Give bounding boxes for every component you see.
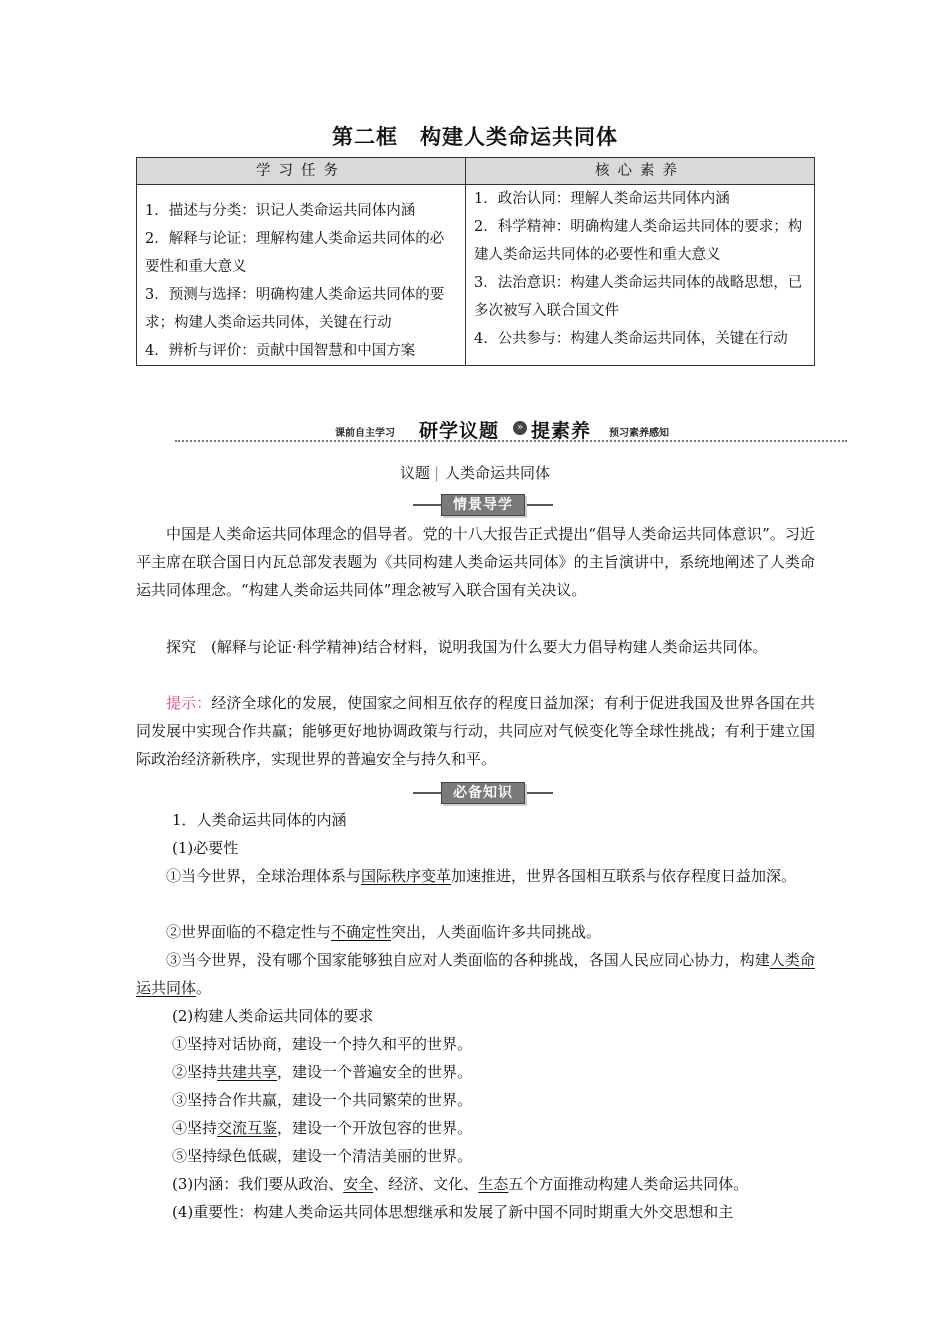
requirement-1: ①坚持对话协商，建设一个持久和平的世界。 [172,1035,473,1053]
text-span: ①当今世界，全球治理体系与 [166,867,362,885]
list-item: 4．公共参与：构建人类命运共同体，关键在行动 [474,331,788,347]
scene-tag-label: 情景导学 [441,494,525,516]
list-item: 4．辨析与评价：贡献中国智慧和中国方案 [145,343,416,359]
underlined-term: 人类命运共同体 [136,951,815,997]
underlined-term: 国际秩序变革 [361,867,452,885]
banner-title-part2: 提素养 [531,420,592,442]
underlined-term: 交流互鉴 [217,1119,278,1137]
list-item: 3．预测与选择：明确构建人类命运共同体的要求；构建人类命运共同体，关键在行动 [145,287,445,331]
banner-right-caption: 预习素养感知 [609,428,669,439]
text-span: (3)内涵：我们要从政治、 [172,1175,344,1193]
topic-heading [0,462,950,483]
text-span: ，建设一个开放包容的世界。 [277,1119,473,1137]
necessity-point-3 [136,946,815,1002]
text-span: 。 [196,979,212,997]
double-arrow-icon: » [513,421,527,435]
explore-paragraph [136,633,815,661]
text-span: 突出，人类面临许多共同挑战。 [391,923,602,941]
text-span: 、经济、文化、 [373,1175,479,1193]
list-item: 1．描述与分类：识记人类命运共同体内涵 [145,203,416,219]
text-span: ④坚持 [172,1119,218,1137]
learning-tasks-cell [137,185,466,366]
text-span: ②坚持 [172,1063,218,1081]
underlined-term: 共建共享 [217,1063,278,1081]
topic-name: 人类命运共同体 [445,464,551,482]
knowledge-sub-requirements: (2)构建人类命运共同体的要求 [172,1007,374,1025]
knowledge-tag [413,782,553,804]
scene-paragraph: 中国是人类命运共同体理念的倡导者。党的十八大报告正式提出“倡导人类命运共同体意识”。习近平主席在联合国日内瓦总部发表题为《共同构建人类命运共同体》的主旨演讲中，系统地阐述了人类命运共同体理念。“构建人类命运共同体”理念被写入联合国有关决议。 [136,525,815,599]
knowledge-sub-connotation [172,1170,862,1198]
requirement-2 [172,1058,862,1086]
necessity-point-2 [136,918,815,946]
knowledge-heading-1: 1．人类命运共同体的内涵 [172,811,347,829]
list-item: 2．解释与论证：理解构建人类命运共同体的必要性和重大意义 [145,231,445,275]
text-span: 五个方面推动构建人类命运共同体。 [508,1175,749,1193]
list-item: 1．政治认同：理解人类命运共同体内涵 [474,191,730,207]
scene-tag [413,494,553,516]
requirement-3: ③坚持合作共赢，建设一个共同繁荣的世界。 [172,1091,473,1109]
knowledge-sub-importance: (4)重要性：构建人类命运共同体思想继承和发展了新中国不同时期重大外交思想和主 [172,1203,734,1221]
table-header-learning-tasks: 学习任务 [137,158,466,185]
core-literacy-cell [466,185,815,366]
task-table [136,157,815,366]
list-item: 3．法治意识：构建人类命运共同体的战略思想，已多次被写入联合国文件 [474,275,803,319]
page-title: 第二框 构建人类命运共同体 [332,125,618,149]
text-span: ②世界面临的不稳定性与 [166,923,332,941]
text-span: 加速推进，世界各国相互联系与依存程度日益加深。 [451,867,797,885]
list-item: 2．科学精神：明确构建人类命运共同体的要求；构建人类命运共同体的必要性和重大意义 [474,219,803,263]
banner-title-part1: 研学议题 [419,420,500,442]
requirement-5: ⑤坚持绿色低碳，建设一个清洁美丽的世界。 [172,1147,473,1165]
requirement-4 [172,1114,862,1142]
underlined-term: 不确定性 [331,923,392,941]
hint-paragraph [136,689,815,773]
hint-text: 经济全球化的发展，使国家之间相互依存的程度日益加深；有利于促进我国及世界各国在共同发展中实现合作共赢；能够更好地协调政策与行动，共同应对气候变化等全球性挑战；有利于建立国际政治经济新秩序，实现世界的普遍安全与持久和平。 [136,694,815,768]
necessity-point-1 [136,862,815,890]
explore-label: 探究 [166,638,197,656]
banner-left-caption: 课前自主学习 [335,428,395,439]
underlined-term: 安全 [343,1175,374,1193]
underlined-term: 生态 [478,1175,509,1193]
topic-label: 议题 [399,464,430,482]
knowledge-sub-necessity: (1)必要性 [172,839,239,857]
table-header-core-literacy: 核心素养 [466,158,815,185]
text-span: ，建设一个普遍安全的世界。 [277,1063,473,1081]
hint-label: 提示： [166,694,212,712]
section-banner [175,416,847,442]
topic-divider: | [433,464,440,482]
banner-dotted-rule [175,440,847,442]
explore-text: (解释与论证·科学精神)结合材料，说明我国为什么要大力倡导构建人类命运共同体。 [211,638,768,656]
text-span: ③当今世界，没有哪个国家能够独自应对人类面临的各种挑战，各国人民应同心协力，构建 [166,951,770,969]
knowledge-tag-label: 必备知识 [441,782,525,804]
